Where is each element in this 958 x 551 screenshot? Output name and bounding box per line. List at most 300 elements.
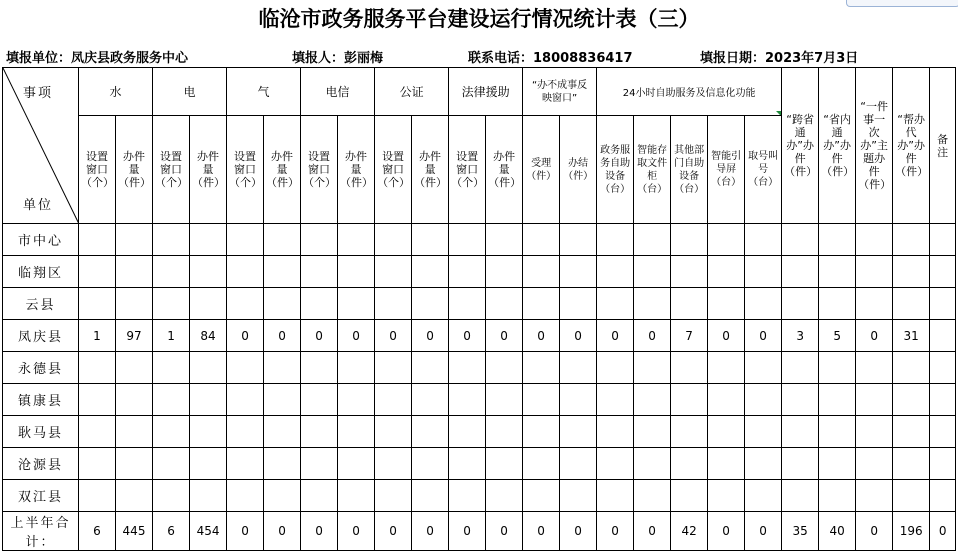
table-cell[interactable] — [634, 480, 671, 512]
table-cell[interactable] — [375, 288, 412, 320]
table-cell[interactable] — [264, 480, 301, 512]
table-cell[interactable] — [819, 288, 856, 320]
table-cell[interactable] — [412, 384, 449, 416]
table-cell[interactable] — [449, 256, 486, 288]
row-unit-label[interactable]: 镇康县 — [3, 384, 79, 416]
table-cell[interactable]: 0 — [708, 512, 745, 551]
table-cell[interactable] — [338, 384, 375, 416]
table-cell[interactable] — [782, 224, 819, 256]
table-cell[interactable] — [375, 448, 412, 480]
table-cell[interactable] — [190, 416, 227, 448]
table-cell[interactable] — [190, 352, 227, 384]
table-row — [3, 224, 956, 256]
sub-header-accept: 受理（件） — [523, 116, 560, 224]
table-cell[interactable] — [523, 224, 560, 256]
table-cell[interactable]: 0 — [301, 512, 338, 551]
table-cell[interactable] — [671, 224, 708, 256]
table-cell[interactable] — [560, 448, 597, 480]
table-cell[interactable] — [523, 288, 560, 320]
table-cell[interactable] — [338, 352, 375, 384]
table-cell[interactable] — [708, 448, 745, 480]
group-header-electricity: 电 — [153, 68, 227, 116]
table-cell[interactable]: 0 — [708, 320, 745, 352]
table-cell[interactable] — [782, 480, 819, 512]
table-cell[interactable]: 0 — [375, 320, 412, 352]
table-cell[interactable] — [79, 480, 116, 512]
table-cell[interactable]: 0 — [301, 320, 338, 352]
table-cell[interactable]: 0 — [338, 512, 375, 551]
table-cell[interactable] — [671, 256, 708, 288]
table-cell[interactable] — [227, 416, 264, 448]
sub-header-notary-window: 设置窗口（个） — [375, 116, 412, 224]
table-cell[interactable] — [560, 288, 597, 320]
sub-header-self-service-device: 政务服务自助设备（台） — [597, 116, 634, 224]
page-title: 临沧市政务服务平台建设运行情况统计表（三） — [258, 6, 700, 31]
corner-unit-label: 单位 — [23, 198, 54, 213]
table-cell[interactable] — [597, 448, 634, 480]
table-cell[interactable] — [560, 224, 597, 256]
table-cell[interactable] — [338, 256, 375, 288]
table-cell[interactable] — [190, 384, 227, 416]
table-cell[interactable] — [375, 352, 412, 384]
table-cell[interactable] — [930, 224, 956, 256]
table-cell[interactable] — [79, 352, 116, 384]
table-cell[interactable] — [301, 384, 338, 416]
table-cell[interactable] — [893, 384, 930, 416]
table-cell[interactable] — [893, 448, 930, 480]
table-cell[interactable] — [449, 224, 486, 256]
table-cell[interactable] — [264, 224, 301, 256]
table-cell[interactable] — [708, 384, 745, 416]
row-unit-label[interactable]: 市中心 — [3, 224, 79, 256]
table-cell[interactable] — [264, 288, 301, 320]
table-cell[interactable] — [560, 480, 597, 512]
table-cell[interactable] — [116, 224, 153, 256]
table-cell[interactable] — [782, 352, 819, 384]
table-cell[interactable] — [523, 448, 560, 480]
row-unit-label[interactable]: 凤庆县 — [3, 320, 79, 352]
table-cell[interactable]: 445 — [116, 512, 153, 551]
contact-phone: 联系电话：18008836417 — [468, 51, 633, 66]
table-cell[interactable] — [893, 256, 930, 288]
reporter: 填报人：彭丽梅 — [292, 51, 384, 66]
table-cell[interactable] — [338, 288, 375, 320]
table-cell[interactable] — [671, 416, 708, 448]
table-cell[interactable] — [227, 352, 264, 384]
table-cell[interactable] — [856, 288, 893, 320]
sub-header-dept-device: 其他部门自助设备（台） — [671, 116, 708, 224]
table-cell[interactable] — [782, 256, 819, 288]
table-cell[interactable] — [116, 416, 153, 448]
table-cell[interactable] — [597, 256, 634, 288]
table-row — [3, 352, 956, 384]
table-row — [3, 512, 956, 551]
table-cell[interactable] — [190, 256, 227, 288]
table-cell[interactable]: 42 — [671, 512, 708, 551]
table-cell[interactable]: 0 — [930, 512, 956, 551]
table-cell[interactable] — [449, 416, 486, 448]
table-cell[interactable]: 0 — [856, 512, 893, 551]
table-cell[interactable]: 1 — [153, 320, 190, 352]
table-cell[interactable] — [597, 352, 634, 384]
table-cell[interactable]: 1 — [79, 320, 116, 352]
table-cell[interactable]: 0 — [449, 320, 486, 352]
table-cell[interactable] — [671, 384, 708, 416]
table-cell[interactable] — [79, 416, 116, 448]
table-cell[interactable] — [227, 448, 264, 480]
table-cell[interactable] — [79, 384, 116, 416]
table-cell[interactable] — [634, 416, 671, 448]
table-cell[interactable] — [745, 256, 782, 288]
sub-header-queue-device: 取号叫号（台） — [745, 116, 782, 224]
table-cell[interactable]: 0 — [745, 320, 782, 352]
table-cell[interactable] — [745, 384, 782, 416]
table-cell[interactable] — [893, 352, 930, 384]
table-cell[interactable] — [523, 416, 560, 448]
table-cell[interactable]: 0 — [745, 512, 782, 551]
table-cell[interactable]: 6 — [153, 512, 190, 551]
table-cell[interactable] — [153, 448, 190, 480]
table-cell[interactable] — [153, 288, 190, 320]
table-cell[interactable] — [190, 480, 227, 512]
table-cell[interactable]: 0 — [449, 512, 486, 551]
row-unit-label[interactable]: 沧源县 — [3, 448, 79, 480]
table-cell[interactable] — [412, 256, 449, 288]
table-cell[interactable]: 3 — [782, 320, 819, 352]
table-cell[interactable] — [708, 352, 745, 384]
table-cell[interactable] — [597, 416, 634, 448]
table-cell[interactable] — [227, 256, 264, 288]
table-cell[interactable] — [745, 416, 782, 448]
table-cell[interactable] — [301, 416, 338, 448]
table-cell[interactable] — [486, 416, 523, 448]
table-cell[interactable] — [301, 480, 338, 512]
table-cell[interactable] — [634, 288, 671, 320]
table-cell[interactable] — [782, 416, 819, 448]
table-cell[interactable] — [375, 384, 412, 416]
table-cell[interactable] — [264, 256, 301, 288]
table-cell[interactable] — [153, 352, 190, 384]
table-cell[interactable] — [301, 352, 338, 384]
table-cell[interactable] — [634, 224, 671, 256]
table-cell[interactable] — [375, 224, 412, 256]
table-cell[interactable]: 0 — [523, 320, 560, 352]
table-cell[interactable]: 0 — [634, 320, 671, 352]
table-cell[interactable]: 454 — [190, 512, 227, 551]
table-cell[interactable] — [449, 480, 486, 512]
table-cell[interactable] — [819, 224, 856, 256]
report-date: 填报日期：2023年7月3日 — [700, 51, 859, 66]
table-cell[interactable]: 0 — [634, 512, 671, 551]
table-cell[interactable] — [708, 480, 745, 512]
table-cell[interactable] — [856, 256, 893, 288]
table-cell[interactable] — [264, 416, 301, 448]
table-row — [3, 256, 956, 288]
sub-header-water-count: 办件量（件） — [116, 116, 153, 224]
table-cell[interactable] — [560, 256, 597, 288]
sub-header-file-cabinet: 智能存取文件柜（台） — [634, 116, 671, 224]
header-remarks: 备注 — [930, 68, 956, 224]
table-cell[interactable] — [227, 224, 264, 256]
table-cell[interactable] — [301, 448, 338, 480]
table-cell[interactable] — [486, 288, 523, 320]
table-cell[interactable] — [190, 448, 227, 480]
sub-header-gas-count: 办件量（件） — [264, 116, 301, 224]
table-cell[interactable] — [412, 480, 449, 512]
table-cell[interactable] — [819, 352, 856, 384]
table-cell[interactable] — [79, 224, 116, 256]
table-cell[interactable] — [412, 224, 449, 256]
table-cell[interactable] — [264, 352, 301, 384]
table-cell[interactable]: 0 — [856, 320, 893, 352]
table-cell[interactable] — [264, 384, 301, 416]
table-cell[interactable] — [560, 352, 597, 384]
table-cell[interactable] — [79, 448, 116, 480]
table-cell[interactable] — [634, 384, 671, 416]
group-header-water: 水 — [79, 68, 153, 116]
group-header-telecom: 电信 — [301, 68, 375, 116]
cell-comment-marker — [776, 111, 781, 116]
table-cell[interactable] — [930, 480, 956, 512]
table-cell[interactable]: 35 — [782, 512, 819, 551]
table-cell[interactable]: 0 — [412, 512, 449, 551]
table-cell[interactable]: 0 — [486, 512, 523, 551]
table-cell[interactable] — [708, 224, 745, 256]
table-cell[interactable] — [708, 416, 745, 448]
table-cell[interactable] — [227, 480, 264, 512]
sub-header-elec-window: 设置窗口（个） — [153, 116, 190, 224]
table-cell[interactable] — [597, 224, 634, 256]
table-cell[interactable] — [338, 448, 375, 480]
table-cell[interactable] — [745, 448, 782, 480]
table-cell[interactable] — [634, 256, 671, 288]
table-cell[interactable] — [79, 288, 116, 320]
table-cell[interactable] — [412, 352, 449, 384]
table-cell[interactable] — [856, 480, 893, 512]
sub-header-legal-count: 办件量（件） — [486, 116, 523, 224]
table-cell[interactable] — [745, 480, 782, 512]
table-cell[interactable] — [190, 224, 227, 256]
table-cell[interactable]: 0 — [264, 320, 301, 352]
table-cell[interactable]: 0 — [597, 320, 634, 352]
row-unit-label[interactable]: 云县 — [3, 288, 79, 320]
table-cell[interactable] — [930, 384, 956, 416]
table-cell[interactable] — [856, 416, 893, 448]
table-row — [3, 384, 956, 416]
table-cell[interactable] — [486, 480, 523, 512]
table-cell[interactable] — [597, 288, 634, 320]
table-cell[interactable] — [301, 256, 338, 288]
table-cell[interactable] — [153, 256, 190, 288]
table-cell[interactable] — [486, 384, 523, 416]
sub-header-legal-window: 设置窗口（个） — [449, 116, 486, 224]
table-cell[interactable] — [449, 352, 486, 384]
table-cell[interactable] — [486, 256, 523, 288]
group-header-notary: 公证 — [375, 68, 449, 116]
table-cell[interactable] — [671, 352, 708, 384]
table-cell[interactable] — [856, 224, 893, 256]
table-cell[interactable]: 0 — [375, 512, 412, 551]
table-cell[interactable] — [449, 288, 486, 320]
table-cell[interactable] — [745, 352, 782, 384]
header-cross-province: “跨省通办”办件（件） — [782, 68, 819, 224]
table-cell[interactable]: 7 — [671, 320, 708, 352]
table-cell[interactable] — [745, 224, 782, 256]
table-cell[interactable] — [486, 352, 523, 384]
table-cell[interactable] — [782, 448, 819, 480]
table-cell[interactable] — [227, 384, 264, 416]
sub-header-water-window: 设置窗口（个） — [79, 116, 116, 224]
table-cell[interactable] — [597, 480, 634, 512]
table-cell[interactable] — [930, 288, 956, 320]
table-cell[interactable] — [930, 320, 956, 352]
table-cell[interactable]: 0 — [560, 512, 597, 551]
group-header-legal-aid: 法律援助 — [449, 68, 523, 116]
row-unit-label[interactable]: 耿马县 — [3, 416, 79, 448]
table-cell[interactable] — [893, 480, 930, 512]
table-cell[interactable] — [486, 224, 523, 256]
table-cell[interactable] — [819, 384, 856, 416]
table-cell[interactable]: 0 — [227, 512, 264, 551]
table-cell[interactable] — [153, 416, 190, 448]
table-cell[interactable]: 0 — [338, 320, 375, 352]
table-cell[interactable] — [930, 256, 956, 288]
table-cell[interactable] — [671, 288, 708, 320]
table-cell[interactable] — [264, 448, 301, 480]
group-header-gas: 气 — [227, 68, 301, 116]
table-cell[interactable]: 0 — [523, 512, 560, 551]
table-cell[interactable] — [671, 480, 708, 512]
table-cell[interactable] — [930, 352, 956, 384]
table-cell[interactable] — [116, 256, 153, 288]
table-cell[interactable] — [819, 480, 856, 512]
row-unit-label[interactable]: 上半年合计： — [3, 512, 79, 551]
table-row — [3, 448, 956, 480]
table-cell[interactable] — [486, 448, 523, 480]
table-cell[interactable] — [412, 416, 449, 448]
table-cell[interactable] — [819, 448, 856, 480]
table-cell[interactable] — [153, 384, 190, 416]
table-cell[interactable] — [634, 448, 671, 480]
table-cell[interactable] — [930, 416, 956, 448]
table-cell[interactable] — [190, 288, 227, 320]
table-cell[interactable] — [338, 480, 375, 512]
table-cell[interactable] — [523, 352, 560, 384]
table-cell[interactable]: 31 — [893, 320, 930, 352]
table-cell[interactable] — [819, 416, 856, 448]
group-header-complaint-window: “办不成事反映窗口” — [523, 68, 597, 116]
row-unit-label[interactable]: 临翔区 — [3, 256, 79, 288]
corner-header-cell — [3, 68, 79, 224]
table-cell[interactable] — [375, 480, 412, 512]
sub-header-notary-count: 办件量（件） — [412, 116, 449, 224]
table-cell[interactable] — [634, 352, 671, 384]
table-cell[interactable] — [523, 384, 560, 416]
table-cell[interactable] — [449, 384, 486, 416]
sub-header-done: 办结（件） — [560, 116, 597, 224]
group-header-self-service — [597, 68, 782, 116]
table-cell[interactable] — [338, 416, 375, 448]
table-cell[interactable]: 0 — [264, 512, 301, 551]
sub-header-gas-window: 设置窗口（个） — [227, 116, 264, 224]
table-cell[interactable] — [449, 448, 486, 480]
table-cell[interactable]: 40 — [819, 512, 856, 551]
sub-header-telecom-count: 办件量（件） — [338, 116, 375, 224]
table-row — [3, 416, 956, 448]
table-cell[interactable]: 0 — [560, 320, 597, 352]
table-cell[interactable] — [116, 384, 153, 416]
table-cell[interactable]: 97 — [116, 320, 153, 352]
table-cell[interactable]: 0 — [486, 320, 523, 352]
table-cell[interactable] — [301, 224, 338, 256]
table-cell[interactable] — [930, 448, 956, 480]
table-cell[interactable] — [819, 256, 856, 288]
table-cell[interactable] — [745, 288, 782, 320]
corner-item-label: 事项 — [23, 86, 54, 101]
row-unit-label[interactable]: 永德县 — [3, 352, 79, 384]
table-cell[interactable]: 5 — [819, 320, 856, 352]
table-cell[interactable] — [671, 448, 708, 480]
table-cell[interactable] — [116, 448, 153, 480]
table-cell[interactable]: 6 — [79, 512, 116, 551]
header-in-province: “省内通办”办件（件） — [819, 68, 856, 224]
table-cell[interactable] — [153, 224, 190, 256]
table-cell[interactable] — [560, 384, 597, 416]
table-cell[interactable] — [227, 288, 264, 320]
table-row — [3, 288, 956, 320]
row-unit-label[interactable]: 双江县 — [3, 480, 79, 512]
table-cell[interactable] — [782, 288, 819, 320]
table-cell[interactable] — [523, 480, 560, 512]
table-cell[interactable] — [708, 256, 745, 288]
table-cell[interactable] — [116, 352, 153, 384]
table-cell[interactable]: 0 — [227, 320, 264, 352]
table-row — [3, 480, 956, 512]
table-cell[interactable] — [412, 288, 449, 320]
table-cell[interactable] — [523, 256, 560, 288]
table-cell[interactable] — [856, 448, 893, 480]
table-cell[interactable]: 196 — [893, 512, 930, 551]
table-cell[interactable] — [79, 256, 116, 288]
table-cell[interactable] — [782, 384, 819, 416]
table-cell[interactable] — [153, 480, 190, 512]
table-cell[interactable] — [338, 224, 375, 256]
sub-header-telecom-window: 设置窗口（个） — [301, 116, 338, 224]
table-cell[interactable]: 0 — [412, 320, 449, 352]
table-cell[interactable] — [301, 288, 338, 320]
table-cell[interactable]: 84 — [190, 320, 227, 352]
table-cell[interactable] — [893, 288, 930, 320]
table-row — [3, 320, 956, 352]
header-agent-service: “帮办代办”办件（件） — [893, 68, 930, 224]
table-cell[interactable]: 0 — [597, 512, 634, 551]
reporting-unit: 填报单位：凤庆县政务服务中心 — [6, 51, 189, 66]
table-cell[interactable] — [597, 384, 634, 416]
table-cell[interactable] — [375, 416, 412, 448]
table-cell[interactable] — [412, 448, 449, 480]
table-cell[interactable] — [375, 256, 412, 288]
header-one-thing: “一件事一次办”主题办件（件） — [856, 68, 893, 224]
sub-header-guide-screen: 智能引导屏（台） — [708, 116, 745, 224]
table-cell[interactable] — [116, 480, 153, 512]
table-cell[interactable] — [856, 352, 893, 384]
table-cell[interactable] — [893, 224, 930, 256]
table-cell[interactable] — [893, 416, 930, 448]
table-cell[interactable] — [856, 384, 893, 416]
table-cell[interactable] — [116, 288, 153, 320]
table-cell[interactable] — [708, 288, 745, 320]
table-cell[interactable] — [560, 416, 597, 448]
